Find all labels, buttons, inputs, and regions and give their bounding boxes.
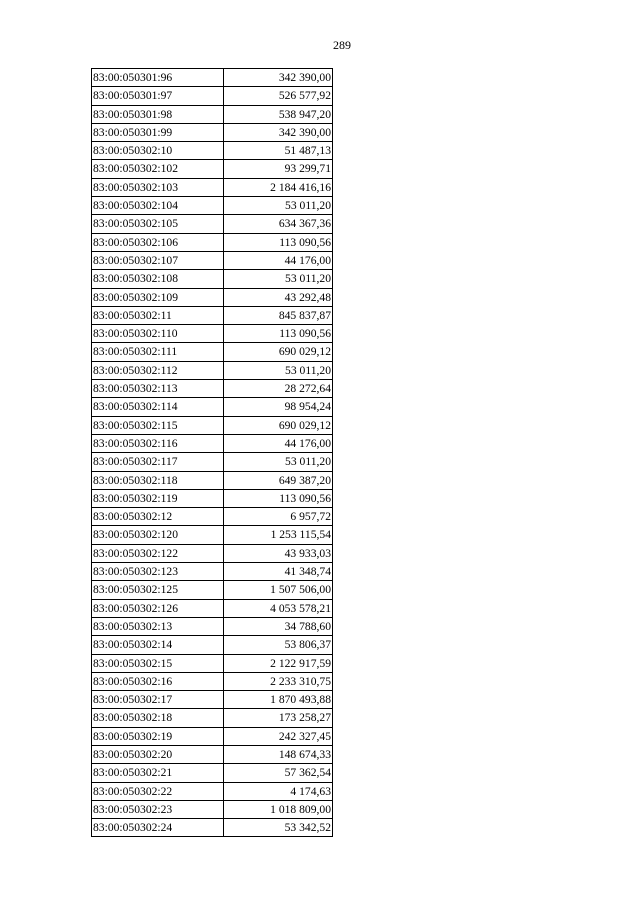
table-row xyxy=(92,142,333,160)
cadastral-number-cell: 83:00:050302:23 xyxy=(92,800,224,818)
value-cell: 44 176,00 xyxy=(224,434,333,452)
cadastral-number-cell: 83:00:050302:16 xyxy=(92,672,224,690)
value-cell: 148 674,33 xyxy=(224,745,333,763)
cadastral-number-cell: 83:00:050302:20 xyxy=(92,745,224,763)
table-row xyxy=(92,416,333,434)
table-row xyxy=(92,654,333,672)
cadastral-number-cell: 83:00:050302:18 xyxy=(92,709,224,727)
cadastral-number-cell: 83:00:050302:117 xyxy=(92,453,224,471)
table-row xyxy=(92,178,333,196)
cadastral-number-cell: 83:00:050302:11 xyxy=(92,306,224,324)
table-row xyxy=(92,398,333,416)
value-cell: 41 348,74 xyxy=(224,563,333,581)
value-cell: 113 090,56 xyxy=(224,325,333,343)
cadastral-number-cell: 83:00:050302:102 xyxy=(92,160,224,178)
cadastral-number-cell: 83:00:050301:99 xyxy=(92,123,224,141)
cadastral-number-cell: 83:00:050302:110 xyxy=(92,325,224,343)
value-cell: 6 957,72 xyxy=(224,508,333,526)
value-cell: 98 954,24 xyxy=(224,398,333,416)
value-cell: 1 018 809,00 xyxy=(224,800,333,818)
table-row xyxy=(92,105,333,123)
cadastral-number-cell: 83:00:050302:106 xyxy=(92,233,224,251)
table-row xyxy=(92,123,333,141)
value-cell: 1 253 115,54 xyxy=(224,526,333,544)
table-row xyxy=(92,745,333,763)
table-row xyxy=(92,672,333,690)
table-row xyxy=(92,782,333,800)
cadastral-number-cell: 83:00:050302:105 xyxy=(92,215,224,233)
value-cell: 342 390,00 xyxy=(224,69,333,87)
cadastral-number-cell: 83:00:050302:17 xyxy=(92,691,224,709)
value-cell: 2 184 416,16 xyxy=(224,178,333,196)
table-row xyxy=(92,471,333,489)
cadastral-number-cell: 83:00:050302:10 xyxy=(92,142,224,160)
cadastral-number-cell: 83:00:050302:104 xyxy=(92,197,224,215)
value-cell: 173 258,27 xyxy=(224,709,333,727)
value-cell: 113 090,56 xyxy=(224,233,333,251)
value-cell: 28 272,64 xyxy=(224,380,333,398)
value-cell: 342 390,00 xyxy=(224,123,333,141)
value-cell: 526 577,92 xyxy=(224,87,333,105)
cadastral-number-cell: 83:00:050302:12 xyxy=(92,508,224,526)
cadastral-number-cell: 83:00:050302:114 xyxy=(92,398,224,416)
cadastral-number-cell: 83:00:050302:103 xyxy=(92,178,224,196)
cadastral-number-cell: 83:00:050302:125 xyxy=(92,581,224,599)
cadastral-number-cell: 83:00:050302:14 xyxy=(92,636,224,654)
table-row xyxy=(92,508,333,526)
table-row xyxy=(92,709,333,727)
table-row xyxy=(92,233,333,251)
table-row xyxy=(92,69,333,87)
value-cell: 34 788,60 xyxy=(224,617,333,635)
cadastral-number-cell: 83:00:050301:96 xyxy=(92,69,224,87)
cadastral-number-cell: 83:00:050302:111 xyxy=(92,343,224,361)
value-cell: 2 122 917,59 xyxy=(224,654,333,672)
value-cell: 649 387,20 xyxy=(224,471,333,489)
cadastral-number-cell: 83:00:050302:126 xyxy=(92,599,224,617)
value-cell: 53 342,52 xyxy=(224,819,333,837)
table-row xyxy=(92,526,333,544)
cadastral-number-cell: 83:00:050302:115 xyxy=(92,416,224,434)
cadastral-number-cell: 83:00:050302:112 xyxy=(92,361,224,379)
table-row xyxy=(92,160,333,178)
table-row xyxy=(92,800,333,818)
table-row xyxy=(92,343,333,361)
value-cell: 113 090,56 xyxy=(224,489,333,507)
cadastral-number-cell: 83:00:050302:107 xyxy=(92,251,224,269)
value-cell: 57 362,54 xyxy=(224,764,333,782)
value-cell: 1 507 506,00 xyxy=(224,581,333,599)
table-row xyxy=(92,544,333,562)
cadastral-number-cell: 83:00:050302:21 xyxy=(92,764,224,782)
table-row xyxy=(92,691,333,709)
table-row xyxy=(92,87,333,105)
value-cell: 634 367,36 xyxy=(224,215,333,233)
cadastral-number-cell: 83:00:050302:13 xyxy=(92,617,224,635)
value-cell: 1 870 493,88 xyxy=(224,691,333,709)
value-cell: 242 327,45 xyxy=(224,727,333,745)
value-cell: 53 011,20 xyxy=(224,361,333,379)
cadastral-number-cell: 83:00:050302:120 xyxy=(92,526,224,544)
value-cell: 538 947,20 xyxy=(224,105,333,123)
page-number: 289 xyxy=(333,38,351,52)
value-cell: 4 053 578,21 xyxy=(224,599,333,617)
cadastral-number-cell: 83:00:050302:15 xyxy=(92,654,224,672)
table-row xyxy=(92,489,333,507)
value-cell: 2 233 310,75 xyxy=(224,672,333,690)
value-cell: 43 292,48 xyxy=(224,288,333,306)
cadastral-number-cell: 83:00:050302:122 xyxy=(92,544,224,562)
table-row xyxy=(92,306,333,324)
table-body xyxy=(92,69,333,837)
value-cell: 53 011,20 xyxy=(224,197,333,215)
cadastral-number-cell: 83:00:050302:123 xyxy=(92,563,224,581)
table-row xyxy=(92,434,333,452)
cadastral-number-cell: 83:00:050302:22 xyxy=(92,782,224,800)
value-cell: 690 029,12 xyxy=(224,343,333,361)
value-cell: 53 011,20 xyxy=(224,270,333,288)
table-row xyxy=(92,453,333,471)
table-row xyxy=(92,288,333,306)
table-row xyxy=(92,361,333,379)
value-cell: 43 933,03 xyxy=(224,544,333,562)
cadastral-value-table xyxy=(91,68,333,837)
table-row xyxy=(92,819,333,837)
table-row xyxy=(92,251,333,269)
cadastral-number-cell: 83:00:050302:19 xyxy=(92,727,224,745)
table-row xyxy=(92,270,333,288)
cadastral-number-cell: 83:00:050302:24 xyxy=(92,819,224,837)
cadastral-number-cell: 83:00:050302:116 xyxy=(92,434,224,452)
table-row xyxy=(92,197,333,215)
table-row xyxy=(92,599,333,617)
value-cell: 53 011,20 xyxy=(224,453,333,471)
table-row xyxy=(92,617,333,635)
value-cell: 51 487,13 xyxy=(224,142,333,160)
table-row xyxy=(92,636,333,654)
value-cell: 690 029,12 xyxy=(224,416,333,434)
table-row xyxy=(92,325,333,343)
cadastral-number-cell: 83:00:050302:113 xyxy=(92,380,224,398)
table-row xyxy=(92,581,333,599)
value-cell: 53 806,37 xyxy=(224,636,333,654)
table-row xyxy=(92,764,333,782)
table-row xyxy=(92,563,333,581)
cadastral-number-cell: 83:00:050302:118 xyxy=(92,471,224,489)
cadastral-number-cell: 83:00:050301:97 xyxy=(92,87,224,105)
cadastral-number-cell: 83:00:050302:108 xyxy=(92,270,224,288)
table-row xyxy=(92,215,333,233)
value-cell: 93 299,71 xyxy=(224,160,333,178)
table-row xyxy=(92,380,333,398)
cadastral-number-cell: 83:00:050302:119 xyxy=(92,489,224,507)
cadastral-number-cell: 83:00:050301:98 xyxy=(92,105,224,123)
table-row xyxy=(92,727,333,745)
value-cell: 845 837,87 xyxy=(224,306,333,324)
cadastral-number-cell: 83:00:050302:109 xyxy=(92,288,224,306)
value-cell: 4 174,63 xyxy=(224,782,333,800)
value-cell: 44 176,00 xyxy=(224,251,333,269)
